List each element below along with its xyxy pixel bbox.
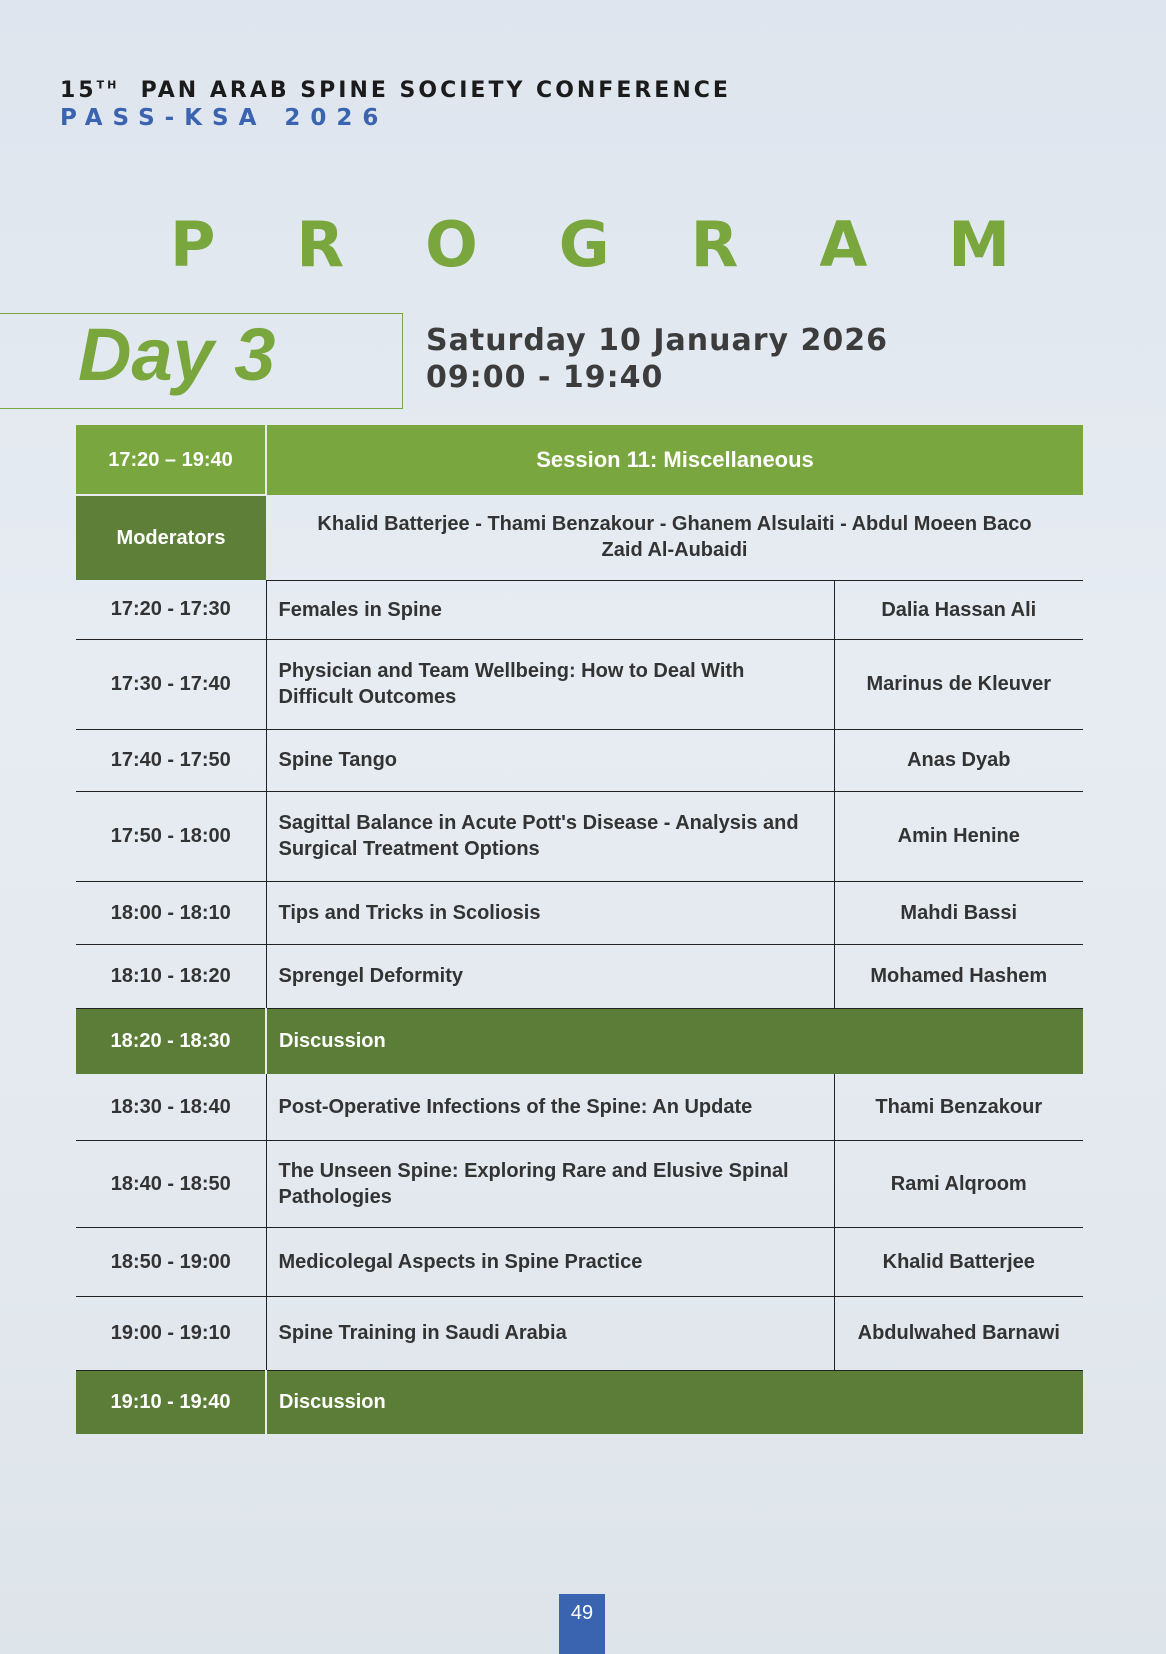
row-speaker: Marinus de Kleuver <box>834 639 1083 729</box>
row-time: 17:50 - 18:00 <box>76 791 266 881</box>
row-time: 18:40 - 18:50 <box>76 1140 266 1227</box>
program-letter: O <box>425 208 478 281</box>
program-letter: R <box>690 208 739 281</box>
row-time: 18:20 - 18:30 <box>76 1008 266 1074</box>
row-time: 19:00 - 19:10 <box>76 1296 266 1370</box>
conference-name: PAN ARAB SPINE SOCIETY CONFERENCE <box>140 78 731 103</box>
table-row <box>76 729 1083 791</box>
session-title: Session 11: Miscellaneous <box>266 425 1083 495</box>
day-date: Saturday 10 January 2026 <box>426 323 888 358</box>
row-time: 18:00 - 18:10 <box>76 881 266 944</box>
table-row <box>76 1227 1083 1296</box>
row-topic: Sagittal Balance in Acute Pott's Disease - Analysis and Surgical Treatment Options <box>266 791 834 881</box>
row-speaker: Anas Dyab <box>834 729 1083 791</box>
moderators-line: Khalid Batterjee - Thami Benzakour - Ghanem Alsulaiti - Abdul Moeen Baco <box>317 513 1032 536</box>
conference-subtitle: PASS-KSA 2026 <box>60 105 389 131</box>
table-row <box>76 580 1083 639</box>
moderators-names <box>266 495 1083 580</box>
row-speaker: Mahdi Bassi <box>834 881 1083 944</box>
table-row <box>76 639 1083 729</box>
day-label: Day 3 <box>78 313 276 396</box>
discussion-row <box>76 1370 1083 1434</box>
table-row <box>76 1074 1083 1140</box>
day-date-block <box>426 322 888 396</box>
program-letter: G <box>558 208 610 281</box>
table-row <box>76 1296 1083 1370</box>
row-time: 18:10 - 18:20 <box>76 944 266 1008</box>
conference-header <box>60 78 731 131</box>
edition-number: 15 <box>60 78 97 103</box>
table-row <box>76 1140 1083 1227</box>
row-speaker: Mohamed Hashem <box>834 944 1083 1008</box>
discussion-row <box>76 1008 1083 1074</box>
day-hours: 09:00 - 19:40 <box>426 360 664 395</box>
program-letter: R <box>296 208 345 281</box>
row-topic: Physician and Team Wellbeing: How to Deal With Difficult Outcomes <box>266 639 834 729</box>
row-topic: Post-Operative Infections of the Spine: An Update <box>266 1074 834 1140</box>
program-letter: M <box>948 208 1010 281</box>
session-time: 17:20 – 19:40 <box>76 425 266 495</box>
table-row <box>76 881 1083 944</box>
row-topic: Spine Training in Saudi Arabia <box>266 1296 834 1370</box>
row-speaker: Dalia Hassan Ali <box>834 580 1083 639</box>
row-speaker: Thami Benzakour <box>834 1074 1083 1140</box>
edition-suffix: TH <box>96 78 120 92</box>
row-topic: Sprengel Deformity <box>266 944 834 1008</box>
row-time: 17:40 - 17:50 <box>76 729 266 791</box>
program-title <box>170 208 1010 281</box>
row-topic: Tips and Tricks in Scoliosis <box>266 881 834 944</box>
row-speaker: Khalid Batterjee <box>834 1227 1083 1296</box>
program-letter: A <box>819 208 868 281</box>
row-speaker: Abdulwahed Barnawi <box>834 1296 1083 1370</box>
row-time: 17:20 - 17:30 <box>76 580 266 639</box>
row-time: 17:30 - 17:40 <box>76 639 266 729</box>
row-speaker: Rami Alqroom <box>834 1140 1083 1227</box>
moderators-label: Moderators <box>76 495 266 580</box>
row-topic: Spine Tango <box>266 729 834 791</box>
program-table <box>76 425 1083 1434</box>
moderators-line: Zaid Al-Aubaidi <box>601 539 748 562</box>
row-speaker: Amin Henine <box>834 791 1083 881</box>
row-time: 19:10 - 19:40 <box>76 1370 266 1434</box>
table-row <box>76 944 1083 1008</box>
table-row <box>76 791 1083 881</box>
row-topic: Females in Spine <box>266 580 834 639</box>
page-number: 49 <box>559 1594 605 1654</box>
row-topic: Discussion <box>266 1008 1083 1074</box>
row-time: 18:30 - 18:40 <box>76 1074 266 1140</box>
session-header-row <box>76 425 1083 495</box>
moderators-row <box>76 495 1083 580</box>
row-topic: Medicolegal Aspects in Spine Practice <box>266 1227 834 1296</box>
row-topic: Discussion <box>266 1370 1083 1434</box>
row-time: 18:50 - 19:00 <box>76 1227 266 1296</box>
program-letter: P <box>170 208 216 281</box>
row-topic: The Unseen Spine: Exploring Rare and Elusive Spinal Pathologies <box>266 1140 834 1227</box>
